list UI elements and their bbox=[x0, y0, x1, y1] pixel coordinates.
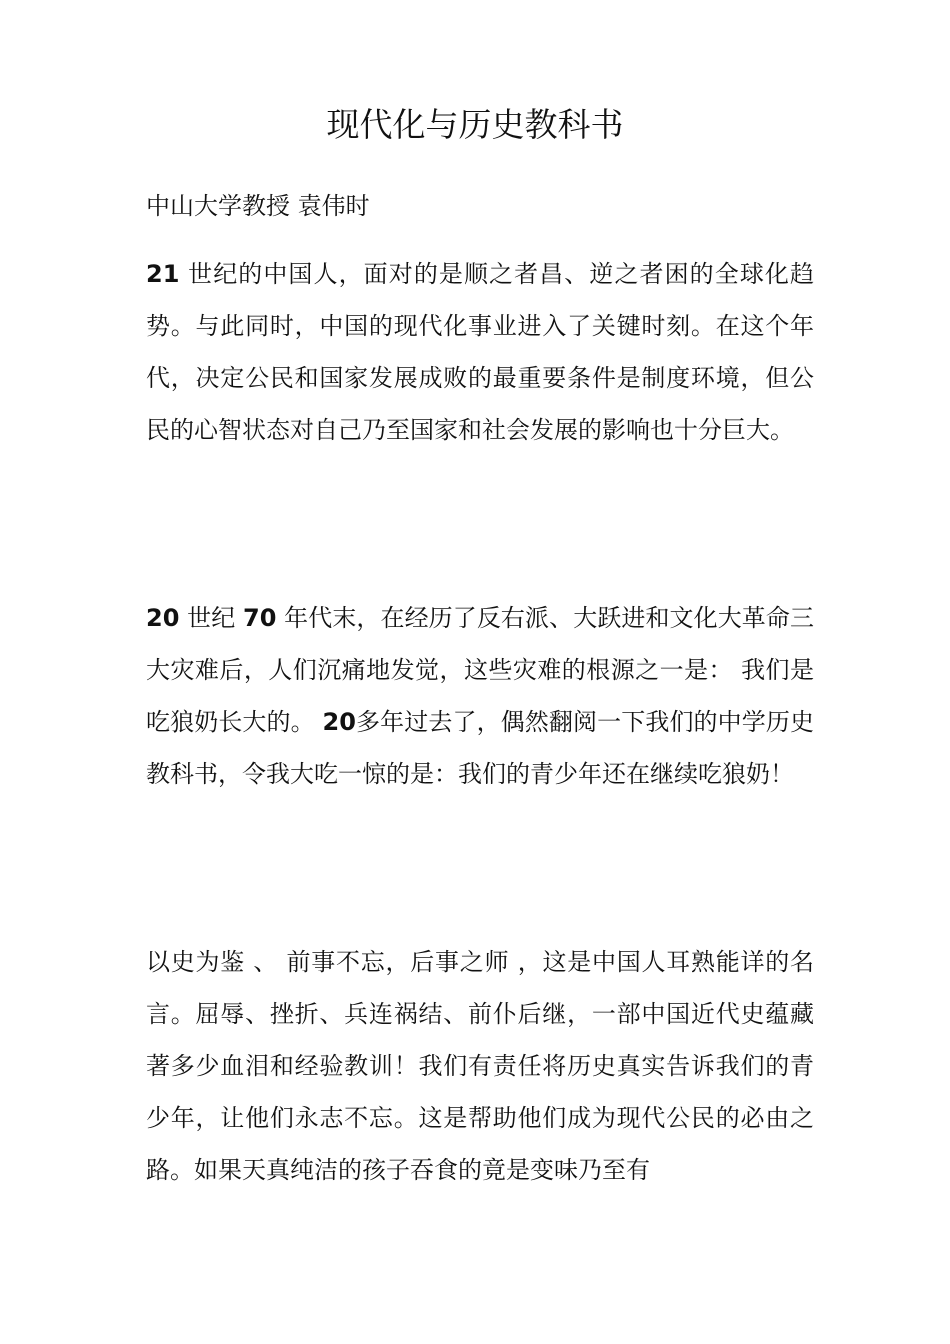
paragraph-3 bbox=[146, 936, 814, 1196]
paragraph-2-number-3: 20 bbox=[322, 708, 356, 736]
paragraph-1-number: 21 bbox=[146, 260, 180, 288]
paragraph-2-text-1: 世纪 bbox=[179, 604, 244, 632]
paragraph-1-text: 世纪的中国人，面对的是顺之者昌、逆之者困的全球化趋势。与此同时，中国的现代化事业进入了关键时刻。在这个年代，决定公民和国家发展成败的最重要条件是制度环境，但公民的心智状态对自己乃至国家和社会发展的影响也十分巨大。 bbox=[146, 260, 814, 444]
paragraph-2-text-3: 多年过去了，偶然翻阅一下我们的中学历史教科书，令我大吃一惊的是：我们的青少年还在继续吃狼奶！ bbox=[146, 708, 814, 788]
paragraph-2-number-1: 20 bbox=[146, 604, 180, 632]
paragraph-2 bbox=[146, 592, 814, 800]
author-line: 中山大学教授 袁伟时 bbox=[146, 192, 370, 220]
paragraph-1 bbox=[146, 248, 814, 456]
paragraph-2-number-2: 70 bbox=[243, 604, 277, 632]
document-title: 现代化与历史教科书 bbox=[326, 105, 624, 144]
paragraph-2-text-2: 年代末，在经历了反右派、大跃进和文化大革命三大灾难后，人们沉痛地发觉，这些灾难的根源之一是： 我们是吃狼奶长大的。 bbox=[146, 604, 814, 736]
paragraph-3-text: 以史为鉴 、 前事不忘，后事之师 ，这是中国人耳熟能详的名言。屈辱、挫折、兵连祸结、前仆后继，一部中国近代史蕴藏著多少血泪和经验教训！我们有责任将历史真实告诉我们的青少年，让他们永志不忘。这是帮助他们成为现代公民的必由之路。如果天真纯洁的孩子吞食的竟是变味乃至有 bbox=[146, 948, 814, 1184]
